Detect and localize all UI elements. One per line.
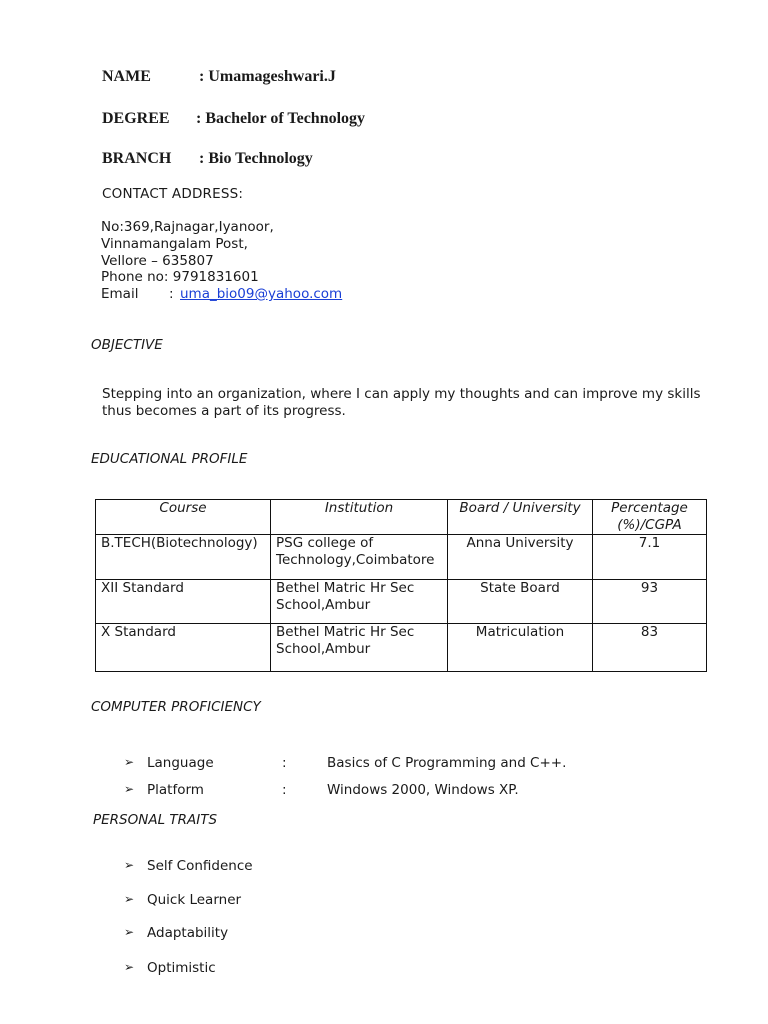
cell-institution: Bethel Matric Hr Sec School,Ambur [271,624,448,672]
trait-item: Adaptability [147,925,229,941]
degree-label: DEGREE [102,110,170,127]
arrow-bullet-icon: ➢ [124,782,135,796]
header-board: Board / University [448,500,593,535]
address-line-1: No:369,Rajnagar,Iyanoor, [101,219,274,235]
trait-item: Quick Learner [147,892,242,908]
cell-institution: PSG college of Technology,Coimbatore [271,535,448,580]
name-value: : Umamageshwari.J [199,68,336,85]
cell-percentage: 93 [593,580,707,624]
computer-proficiency-heading: COMPUTER PROFICIENCY [91,699,261,715]
education-table [95,499,707,672]
degree-value: : Bachelor of Technology [196,110,366,127]
contact-address-heading: CONTACT ADDRESS: [102,186,244,202]
address-line-2: Vinnamangalam Post, [101,236,248,252]
proficiency-value-language: Basics of C Programming and C++. [327,755,567,771]
educational-profile-heading: EDUCATIONAL PROFILE [91,451,248,467]
cell-board: State Board [448,580,593,624]
header-institution: Institution [271,500,448,535]
proficiency-value-platform: Windows 2000, Windows XP. [327,782,519,798]
objective-heading: OBJECTIVE [91,337,163,353]
cell-course: XII Standard [96,580,271,624]
proficiency-separator: : [282,755,287,771]
branch-value: : Bio Technology [199,150,313,167]
address-line-3: Vellore – 635807 [101,253,214,269]
cell-institution: Bethel Matric Hr Sec School,Ambur [271,580,448,624]
arrow-bullet-icon: ➢ [124,892,135,906]
trait-item: Optimistic [147,960,216,976]
table-header-row [96,500,707,535]
objective-text: Stepping into an organization, where I can apply my thoughts and can improve my skills thus becomes a part of its progress. [102,386,701,419]
email-link[interactable]: uma_bio09@yahoo.com [180,286,343,302]
branch-label: BRANCH [102,150,172,167]
email-label: Email [101,286,139,302]
personal-traits-heading: PERSONAL TRAITS [93,812,218,828]
trait-item: Self Confidence [147,858,253,874]
cell-board: Anna University [448,535,593,580]
cell-course: B.TECH(Biotechnology) [96,535,271,580]
cell-percentage: 7.1 [593,535,707,580]
header-percentage: Percentage (%)/CGPA [593,500,707,535]
header-course: Course [96,500,271,535]
phone-number: Phone no: 9791831601 [101,269,259,285]
arrow-bullet-icon: ➢ [124,755,135,769]
name-label: NAME [102,68,151,85]
arrow-bullet-icon: ➢ [124,960,135,974]
proficiency-label-language: Language [147,755,214,771]
cell-percentage: 83 [593,624,707,672]
arrow-bullet-icon: ➢ [124,858,135,872]
cell-board: Matriculation [448,624,593,672]
proficiency-separator: : [282,782,287,798]
table-row [96,535,707,580]
table-row [96,580,707,624]
proficiency-label-platform: Platform [147,782,204,798]
arrow-bullet-icon: ➢ [124,925,135,939]
email-separator: : [169,286,174,302]
cell-course: X Standard [96,624,271,672]
table-row [96,624,707,672]
